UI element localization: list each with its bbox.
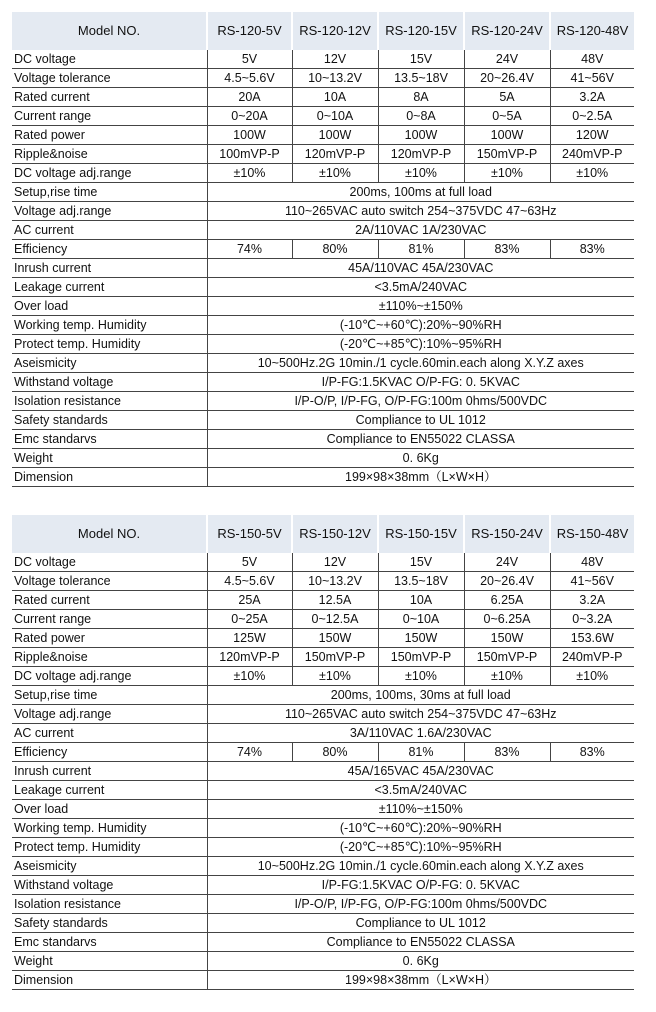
table-row xyxy=(12,468,634,487)
parameter-label: Voltage tolerance xyxy=(12,572,207,591)
value-cell: Compliance to UL 1012 xyxy=(207,914,634,933)
value-cell: 3.2A xyxy=(550,591,634,610)
table-row xyxy=(12,354,634,373)
value-cell: 24V xyxy=(464,50,550,69)
parameter-label: AC current xyxy=(12,724,207,743)
value-cell: 150mVP-P xyxy=(378,648,464,667)
parameter-label: AC current xyxy=(12,221,207,240)
model-header-cell: RS-120-5V xyxy=(207,12,292,50)
value-cell: ±10% xyxy=(207,667,292,686)
value-cell: 0~20A xyxy=(207,107,292,126)
value-cell: 0~10A xyxy=(378,610,464,629)
value-cell: 6.25A xyxy=(464,591,550,610)
table-row xyxy=(12,145,634,164)
table-row xyxy=(12,743,634,762)
parameter-label: Protect temp. Humidity xyxy=(12,335,207,354)
parameter-label: DC voltage adj.range xyxy=(12,667,207,686)
table-row xyxy=(12,449,634,468)
model-header-cell: RS-150-24V xyxy=(464,515,550,553)
parameter-label: Safety standards xyxy=(12,411,207,430)
model-header-cell: RS-150-48V xyxy=(550,515,634,553)
value-cell: 74% xyxy=(207,743,292,762)
value-cell: I/P-FG:1.5KVAC O/P-FG: 0. 5KVAC xyxy=(207,373,634,392)
parameter-label: Dimension xyxy=(12,468,207,487)
value-cell: 10~13.2V xyxy=(292,572,378,591)
parameter-label: Weight xyxy=(12,952,207,971)
value-cell: (-20℃~+85℃):10%~95%RH xyxy=(207,335,634,354)
value-cell: 199×98×38mm（L×W×H） xyxy=(207,971,634,990)
model-header-cell: RS-120-24V xyxy=(464,12,550,50)
parameter-label: Working temp. Humidity xyxy=(12,316,207,335)
value-cell: 0~6.25A xyxy=(464,610,550,629)
parameter-label: Voltage adj.range xyxy=(12,705,207,724)
value-cell: 150mVP-P xyxy=(464,145,550,164)
table-row xyxy=(12,259,634,278)
value-cell: Compliance to EN55022 CLASSA xyxy=(207,933,634,952)
model-header-cell: RS-120-48V xyxy=(550,12,634,50)
value-cell: 110~265VAC auto switch 254~375VDC 47~63Hz xyxy=(207,202,634,221)
value-cell: (-10℃~+60℃):20%~90%RH xyxy=(207,316,634,335)
value-cell: 15V xyxy=(378,553,464,572)
value-cell: 83% xyxy=(464,743,550,762)
parameter-label: Rated power xyxy=(12,629,207,648)
table-row xyxy=(12,107,634,126)
value-cell: I/P-O/P, I/P-FG, O/P-FG:100m 0hms/500VDC xyxy=(207,895,634,914)
table-row xyxy=(12,221,634,240)
model-header-cell: RS-150-12V xyxy=(292,515,378,553)
table-row xyxy=(12,895,634,914)
value-cell: 12V xyxy=(292,553,378,572)
parameter-label: Leakage current xyxy=(12,781,207,800)
parameter-label: Setup,rise time xyxy=(12,183,207,202)
parameter-label: Withstand voltage xyxy=(12,876,207,895)
table-row xyxy=(12,933,634,952)
value-cell: 150mVP-P xyxy=(292,648,378,667)
parameter-label: Weight xyxy=(12,449,207,468)
table-row xyxy=(12,705,634,724)
parameter-label: Rated power xyxy=(12,126,207,145)
model-no-header: Model NO. xyxy=(12,515,207,553)
parameter-label: Aseismicity xyxy=(12,857,207,876)
parameter-label: Over load xyxy=(12,800,207,819)
table-row xyxy=(12,572,634,591)
value-cell: 20A xyxy=(207,88,292,107)
value-cell: 150W xyxy=(292,629,378,648)
table-row xyxy=(12,183,634,202)
parameter-label: Voltage adj.range xyxy=(12,202,207,221)
parameter-label: Withstand voltage xyxy=(12,373,207,392)
value-cell: 2A/110VAC 1A/230VAC xyxy=(207,221,634,240)
table-row xyxy=(12,335,634,354)
value-cell: 5V xyxy=(207,553,292,572)
value-cell: 45A/165VAC 45A/230VAC xyxy=(207,762,634,781)
parameter-label: Efficiency xyxy=(12,240,207,259)
value-cell: 240mVP-P xyxy=(550,648,634,667)
value-cell: 240mVP-P xyxy=(550,145,634,164)
table-row xyxy=(12,591,634,610)
value-cell: (-20℃~+85℃):10%~95%RH xyxy=(207,838,634,857)
table-row xyxy=(12,69,634,88)
value-cell: 48V xyxy=(550,50,634,69)
value-cell: 100mVP-P xyxy=(207,145,292,164)
table-row xyxy=(12,240,634,259)
parameter-label: Setup,rise time xyxy=(12,686,207,705)
value-cell: 74% xyxy=(207,240,292,259)
parameter-label: Isolation resistance xyxy=(12,895,207,914)
value-cell: 5V xyxy=(207,50,292,69)
parameter-label: Ripple&noise xyxy=(12,648,207,667)
value-cell: 100W xyxy=(207,126,292,145)
parameter-label: Leakage current xyxy=(12,278,207,297)
value-cell: <3.5mA/240VAC xyxy=(207,278,634,297)
value-cell: 120W xyxy=(550,126,634,145)
value-cell: 8A xyxy=(378,88,464,107)
parameter-label: Inrush current xyxy=(12,259,207,278)
value-cell: 0. 6Kg xyxy=(207,952,634,971)
value-cell: 10~500Hz.2G 10min./1 cycle.60min.each along X.Y.Z axes xyxy=(207,354,634,373)
value-cell: 20~26.4V xyxy=(464,69,550,88)
parameter-label: Safety standards xyxy=(12,914,207,933)
value-cell: 15V xyxy=(378,50,464,69)
value-cell: 120mVP-P xyxy=(207,648,292,667)
value-cell: 12V xyxy=(292,50,378,69)
value-cell: ±10% xyxy=(378,164,464,183)
value-cell: 10~500Hz.2G 10min./1 cycle.60min.each along X.Y.Z axes xyxy=(207,857,634,876)
value-cell: 83% xyxy=(550,240,634,259)
table-row xyxy=(12,876,634,895)
table-row xyxy=(12,316,634,335)
parameter-label: Protect temp. Humidity xyxy=(12,838,207,857)
parameter-label: Inrush current xyxy=(12,762,207,781)
value-cell: 0~12.5A xyxy=(292,610,378,629)
value-cell: 80% xyxy=(292,743,378,762)
parameter-label: Voltage tolerance xyxy=(12,69,207,88)
value-cell: 199×98×38mm（L×W×H） xyxy=(207,468,634,487)
value-cell: 200ms, 100ms, 30ms at full load xyxy=(207,686,634,705)
parameter-label: Ripple&noise xyxy=(12,145,207,164)
table-row xyxy=(12,819,634,838)
parameter-label: Current range xyxy=(12,610,207,629)
parameter-label: Working temp. Humidity xyxy=(12,819,207,838)
table-row xyxy=(12,686,634,705)
value-cell: Compliance to EN55022 CLASSA xyxy=(207,430,634,449)
value-cell: ±110%~±150% xyxy=(207,800,634,819)
table-row xyxy=(12,164,634,183)
table-row xyxy=(12,838,634,857)
value-cell: 81% xyxy=(378,240,464,259)
value-cell: 0~10A xyxy=(292,107,378,126)
value-cell: 13.5~18V xyxy=(378,69,464,88)
model-header-cell: RS-120-12V xyxy=(292,12,378,50)
value-cell: 100W xyxy=(292,126,378,145)
value-cell: 153.6W xyxy=(550,629,634,648)
model-header-cell: RS-120-15V xyxy=(378,12,464,50)
table-row xyxy=(12,762,634,781)
value-cell: 100W xyxy=(378,126,464,145)
value-cell: I/P-O/P, I/P-FG, O/P-FG:100m 0hms/500VDC xyxy=(207,392,634,411)
parameter-label: Efficiency xyxy=(12,743,207,762)
value-cell: 110~265VAC auto switch 254~375VDC 47~63Hz xyxy=(207,705,634,724)
value-cell: 24V xyxy=(464,553,550,572)
value-cell: ±10% xyxy=(464,667,550,686)
table-row xyxy=(12,800,634,819)
parameter-label: Emc standarvs xyxy=(12,933,207,952)
value-cell: 0. 6Kg xyxy=(207,449,634,468)
value-cell: 0~5A xyxy=(464,107,550,126)
value-cell: 4.5~5.6V xyxy=(207,69,292,88)
value-cell: 150W xyxy=(464,629,550,648)
value-cell: 0~25A xyxy=(207,610,292,629)
table-row xyxy=(12,914,634,933)
table-row xyxy=(12,278,634,297)
value-cell: 0~8A xyxy=(378,107,464,126)
parameter-label: Aseismicity xyxy=(12,354,207,373)
value-cell: 120mVP-P xyxy=(292,145,378,164)
value-cell: ±110%~±150% xyxy=(207,297,634,316)
value-cell: 0~2.5A xyxy=(550,107,634,126)
value-cell: 12.5A xyxy=(292,591,378,610)
table-row xyxy=(12,553,634,572)
value-cell: Compliance to UL 1012 xyxy=(207,411,634,430)
value-cell: I/P-FG:1.5KVAC O/P-FG: 0. 5KVAC xyxy=(207,876,634,895)
parameter-label: Rated current xyxy=(12,88,207,107)
parameter-label: Isolation resistance xyxy=(12,392,207,411)
value-cell: 10A xyxy=(292,88,378,107)
parameter-label: DC voltage xyxy=(12,553,207,572)
parameter-label: Over load xyxy=(12,297,207,316)
table-row xyxy=(12,126,634,145)
value-cell: 100W xyxy=(464,126,550,145)
value-cell: ±10% xyxy=(550,667,634,686)
table-row xyxy=(12,952,634,971)
value-cell: 10A xyxy=(378,591,464,610)
value-cell: 41~56V xyxy=(550,69,634,88)
parameter-label: Dimension xyxy=(12,971,207,990)
table-row xyxy=(12,610,634,629)
table-row xyxy=(12,430,634,449)
table-row xyxy=(12,411,634,430)
value-cell: 81% xyxy=(378,743,464,762)
value-cell: 80% xyxy=(292,240,378,259)
table-row xyxy=(12,392,634,411)
model-no-header: Model NO. xyxy=(12,12,207,50)
value-cell: 3A/110VAC 1.6A/230VAC xyxy=(207,724,634,743)
value-cell: 3.2A xyxy=(550,88,634,107)
header-row xyxy=(12,12,634,50)
value-cell: 0~3.2A xyxy=(550,610,634,629)
table-row xyxy=(12,781,634,800)
table-row xyxy=(12,857,634,876)
table-row xyxy=(12,373,634,392)
header-row xyxy=(12,515,634,553)
spec-table-rs-120 xyxy=(12,12,634,487)
model-header-cell: RS-150-5V xyxy=(207,515,292,553)
value-cell: 125W xyxy=(207,629,292,648)
value-cell: 10~13.2V xyxy=(292,69,378,88)
value-cell: ±10% xyxy=(550,164,634,183)
value-cell: ±10% xyxy=(207,164,292,183)
value-cell: <3.5mA/240VAC xyxy=(207,781,634,800)
value-cell: ±10% xyxy=(378,667,464,686)
value-cell: 48V xyxy=(550,553,634,572)
value-cell: ±10% xyxy=(292,667,378,686)
table-row xyxy=(12,202,634,221)
value-cell: 83% xyxy=(464,240,550,259)
parameter-label: Current range xyxy=(12,107,207,126)
parameter-label: DC voltage xyxy=(12,50,207,69)
value-cell: 150W xyxy=(378,629,464,648)
table-row xyxy=(12,629,634,648)
value-cell: 4.5~5.6V xyxy=(207,572,292,591)
value-cell: ±10% xyxy=(292,164,378,183)
spec-table-rs-150 xyxy=(12,515,634,990)
parameter-label: DC voltage adj.range xyxy=(12,164,207,183)
table-row xyxy=(12,724,634,743)
table-row xyxy=(12,648,634,667)
value-cell: 41~56V xyxy=(550,572,634,591)
value-cell: 5A xyxy=(464,88,550,107)
value-cell: (-10℃~+60℃):20%~90%RH xyxy=(207,819,634,838)
value-cell: ±10% xyxy=(464,164,550,183)
table-row xyxy=(12,88,634,107)
value-cell: 83% xyxy=(550,743,634,762)
value-cell: 25A xyxy=(207,591,292,610)
value-cell: 13.5~18V xyxy=(378,572,464,591)
value-cell: 20~26.4V xyxy=(464,572,550,591)
value-cell: 150mVP-P xyxy=(464,648,550,667)
parameter-label: Rated current xyxy=(12,591,207,610)
table-row xyxy=(12,297,634,316)
model-header-cell: RS-150-15V xyxy=(378,515,464,553)
value-cell: 45A/110VAC 45A/230VAC xyxy=(207,259,634,278)
value-cell: 120mVP-P xyxy=(378,145,464,164)
table-row xyxy=(12,50,634,69)
table-row xyxy=(12,971,634,990)
table-row xyxy=(12,667,634,686)
value-cell: 200ms, 100ms at full load xyxy=(207,183,634,202)
parameter-label: Emc standarvs xyxy=(12,430,207,449)
